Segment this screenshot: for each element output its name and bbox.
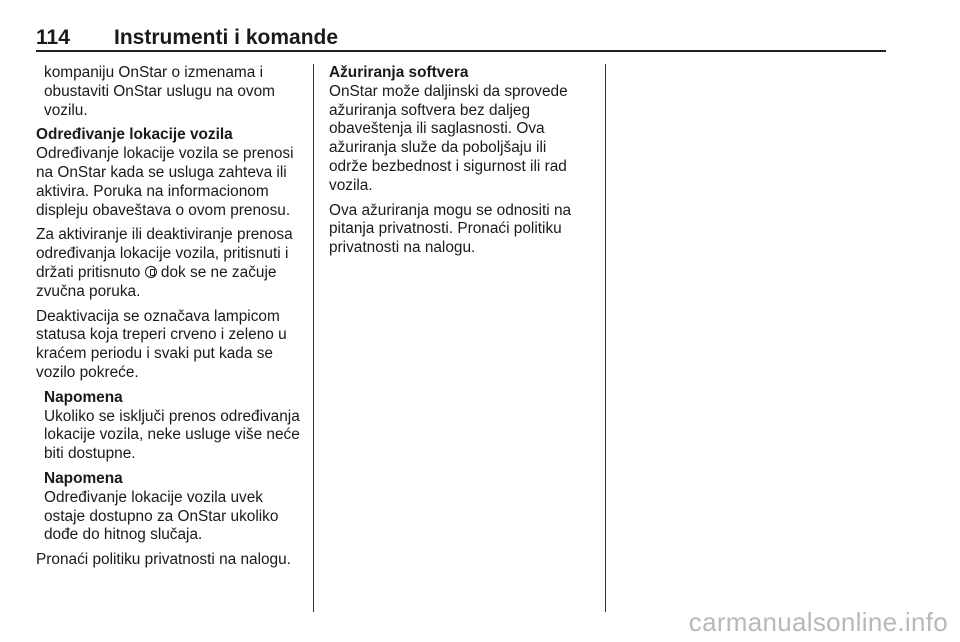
section-heading-software-updates: Ažuriranja softvera	[329, 64, 469, 81]
note-2	[36, 470, 302, 545]
onstar-privacy-button-icon	[145, 266, 157, 278]
paragraph-location-transfer: Određivanje lokacije vozila se prenosi na OnStar kada se usluga zahteva ili aktivira. Poruka na informacionom displeju obaveštava o ovom prenosu.	[36, 145, 294, 219]
note-1-title: Napomena	[44, 388, 123, 406]
activation-text-end: dok se ne začuje zvučna poruka.	[36, 263, 277, 300]
header-rule	[36, 50, 886, 52]
column-left	[36, 64, 302, 576]
note-2-text: Određivanje lokacije vozila uvek ostaje dostupno za OnStar ukoliko dođe do hitnog slučaja.	[44, 488, 279, 544]
page-header	[36, 26, 886, 52]
paragraph-activation	[36, 226, 302, 301]
watermark: carmanualsonline.info	[688, 607, 948, 637]
note-1	[36, 389, 302, 464]
activation-text-start: Za aktiviranje ili deaktiviranje prenosa određivanja lokacije vozila, pritisnuti i držati pritisnuto	[36, 226, 293, 281]
note-1-text: Ukoliko se isključi prenos određivanja lokacije vozila, neke usluge više neće biti dostupne.	[44, 407, 300, 463]
column-divider-2	[605, 64, 606, 612]
paragraph-software-updates: OnStar može daljinski da sprovede ažuriranja softvera bez daljeg obaveštenja ili saglasnosti. Ova ažuriranja služe da poboljšaju ili održe bezbednost i sigurnost ili rad vozila.	[329, 82, 568, 194]
intro-paragraph: kompaniju OnStar o izmenama i obustaviti OnStar uslugu na ovom vozilu.	[44, 64, 275, 119]
page-number: 114	[36, 26, 70, 49]
column-middle	[329, 64, 589, 264]
column-divider-1	[313, 64, 314, 612]
section-heading-vehicle-location: Određivanje lokacije vozila	[36, 126, 233, 144]
chapter-title: Instrumenti i komande	[114, 26, 339, 49]
paragraph-updates-privacy: Ova ažuriranja mogu se odnositi na pitanja privatnosti. Pronaći politiku privatnosti na nalogu.	[329, 201, 572, 257]
paragraph-deactivation: Deaktivacija se označava lampicom statusa koja treperi crveno i zeleno u kraćem periodu i svaki put kada se vozilo pokreće.	[36, 307, 287, 381]
paragraph-privacy-policy: Pronaći politiku privatnosti na nalogu.	[36, 551, 291, 569]
note-2-title: Napomena	[44, 469, 123, 487]
